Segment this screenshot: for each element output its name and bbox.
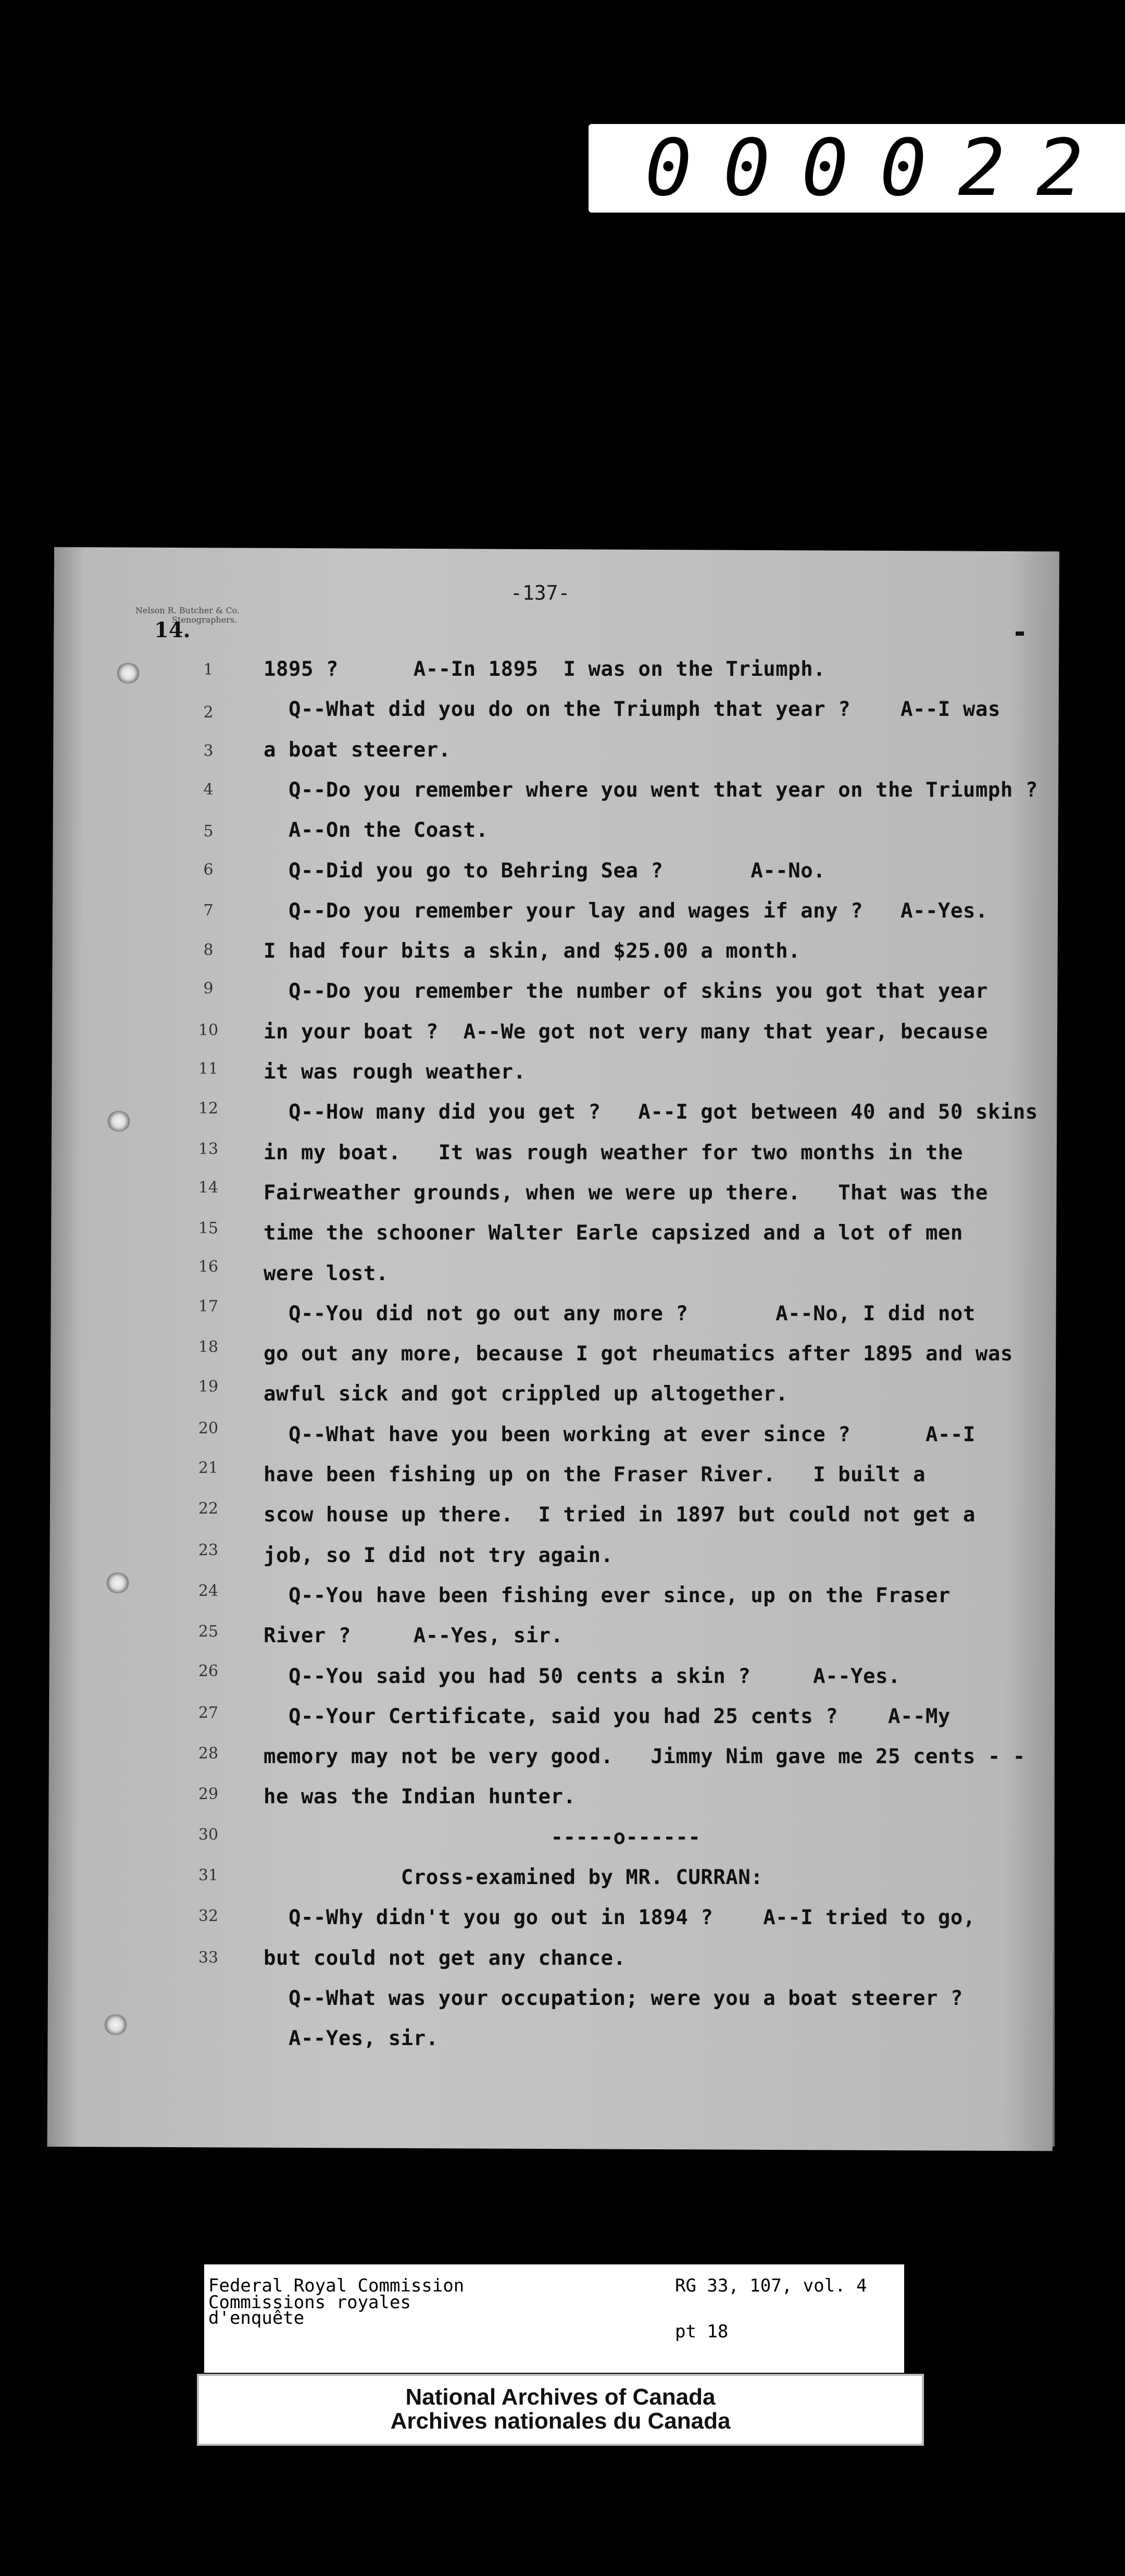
transcript-line: scow house up there. I tried in 1897 but could not get a [264, 1503, 976, 1527]
line-number: 11 [198, 1060, 219, 1078]
printer-name: Nelson R. Butcher & Co. [135, 605, 240, 615]
line-number: 9 [203, 980, 214, 998]
transcript-line: Q--You said you had 50 cents a skin ? A--Yes. [264, 1665, 901, 1688]
transcript-line: in your boat ? A--We got not very many that year, because [264, 1020, 988, 1044]
frame-number-strip [589, 124, 1125, 213]
line-number: 19 [198, 1378, 219, 1396]
transcript-line: A--On the Coast. [264, 819, 489, 842]
frame-number: 000022 [645, 123, 1115, 214]
transcript-line: Q--Why didn't you go out in 1894 ? A--I tried to go, [264, 1906, 976, 1929]
transcript-line: Fairweather grounds, when we were up there. That was the [264, 1181, 988, 1205]
archive-label [197, 2374, 924, 2446]
transcript-line: in my boat. It was rough weather for two months in the [264, 1141, 963, 1165]
transcript-line: Cross-examined by MR. CURRAN: [264, 1866, 764, 1889]
transcript-line: Q--Do you remember your lay and wages if any ? A--Yes. [264, 899, 988, 923]
transcript-line: but could not get any chance. [264, 1947, 626, 1970]
collection-title: Federal Royal Commission [208, 2275, 465, 2296]
line-number: 14 [198, 1179, 219, 1197]
transcript-line: I had four bits a skin, and $25.00 a month. [264, 939, 801, 963]
line-number: 2 [203, 703, 214, 722]
transcript-line: memory may not be very good. Jimmy Nim gave me 25 cents - - [264, 1745, 1026, 1768]
sheet-number: 14. [154, 618, 191, 642]
punch-hole [104, 2014, 127, 2035]
transcript-line: -----o------ [264, 1826, 701, 1849]
line-number: 25 [198, 1623, 219, 1641]
transcript-line: Q--What did you do on the Triumph that year ? A--I was [264, 698, 1001, 721]
line-number: 20 [198, 1419, 219, 1438]
line-number: 16 [198, 1258, 219, 1276]
line-number: 27 [198, 1704, 219, 1722]
archive-name-english: National Archives of Canada [405, 2384, 716, 2410]
transcript-line: Q--Your Certificate, said you had 25 cents ? A--My [264, 1705, 951, 1728]
transcript-line: Q--How many did you get ? A--I got between 40 and 50 skins [264, 1100, 1038, 1124]
transcript-line: Q--You did not go out any more ? A--No, I did not [264, 1302, 976, 1326]
transcript-line: it was rough weather. [264, 1060, 526, 1084]
line-number: 18 [198, 1338, 219, 1356]
line-number: 7 [203, 901, 214, 920]
line-number: 30 [198, 1826, 219, 1844]
line-number: 32 [198, 1907, 219, 1925]
line-number: 1 [203, 661, 214, 679]
transcript-line: job, so I did not try again. [264, 1544, 614, 1567]
catalogue-card [204, 2264, 904, 2373]
collection-title-fr-1: Commissions royales [208, 2292, 411, 2313]
transcript-line: Q--Do you remember where you went that year on the Triumph ? [264, 778, 1038, 802]
punch-hole [117, 663, 140, 684]
transcript-line: Q--What was your occupation; were you a boat steerer ? [264, 1987, 963, 2010]
transcript-line: he was the Indian hunter. [264, 1785, 576, 1809]
transcript-line: awful sick and got crippled up altogether. [264, 1382, 789, 1406]
transcript-line: A--Yes, sir. [264, 2027, 439, 2050]
part-reference: pt 18 [675, 2321, 729, 2342]
line-number: 15 [198, 1219, 219, 1237]
line-number: 5 [203, 822, 214, 840]
transcript-line: go out any more, because I got rheumatics after 1895 and was [264, 1342, 1013, 1366]
transcript-line: Q--What have you been working at ever since ? A--I [264, 1423, 976, 1446]
printer-role: Stenographers. [172, 615, 238, 625]
transcript-line: a boat steerer. [264, 738, 451, 762]
line-number: 29 [198, 1785, 219, 1803]
line-number: 4 [203, 781, 214, 799]
line-number: 10 [198, 1021, 219, 1039]
page-number: -137- [510, 581, 570, 604]
line-number: 33 [198, 1949, 219, 1967]
transcript-line: Q--Did you go to Behring Sea ? A--No. [264, 859, 826, 883]
record-group-reference: RG 33, 107, vol. 4 [675, 2275, 867, 2296]
line-number: 13 [198, 1140, 219, 1158]
transcript-line: time the schooner Walter Earle capsized and a lot of men [264, 1221, 963, 1245]
line-number: 22 [198, 1500, 219, 1518]
transcript-line: River ? A--Yes, sir. [264, 1624, 564, 1648]
line-number: 23 [198, 1541, 219, 1559]
line-number: 12 [198, 1099, 219, 1118]
collection-title-fr-2: d'enquête [208, 2308, 305, 2329]
line-number: 24 [198, 1582, 219, 1600]
line-number: 6 [203, 861, 214, 879]
transcript-line: were lost. [264, 1262, 389, 1285]
archive-name-french: Archives nationales du Canada [390, 2408, 731, 2434]
line-number: 8 [203, 941, 214, 959]
line-number: 31 [198, 1866, 219, 1885]
transcript-line: Q--Do you remember the number of skins you got that year [264, 980, 988, 1003]
line-number: 17 [198, 1297, 219, 1316]
line-number: 3 [203, 742, 214, 760]
margin-mark [1016, 631, 1024, 636]
transcript-line: Q--You have been fishing ever since, up on the Fraser [264, 1584, 951, 1607]
line-number: 26 [198, 1662, 219, 1680]
line-number: 21 [198, 1459, 219, 1477]
transcript-line: 1895 ? A--In 1895 I was on the Triumph. [264, 658, 826, 681]
punch-hole [107, 1111, 130, 1132]
punch-hole [106, 1572, 129, 1593]
transcript-line: have been fishing up on the Fraser River. I built a [264, 1463, 926, 1487]
line-number: 28 [198, 1744, 219, 1763]
